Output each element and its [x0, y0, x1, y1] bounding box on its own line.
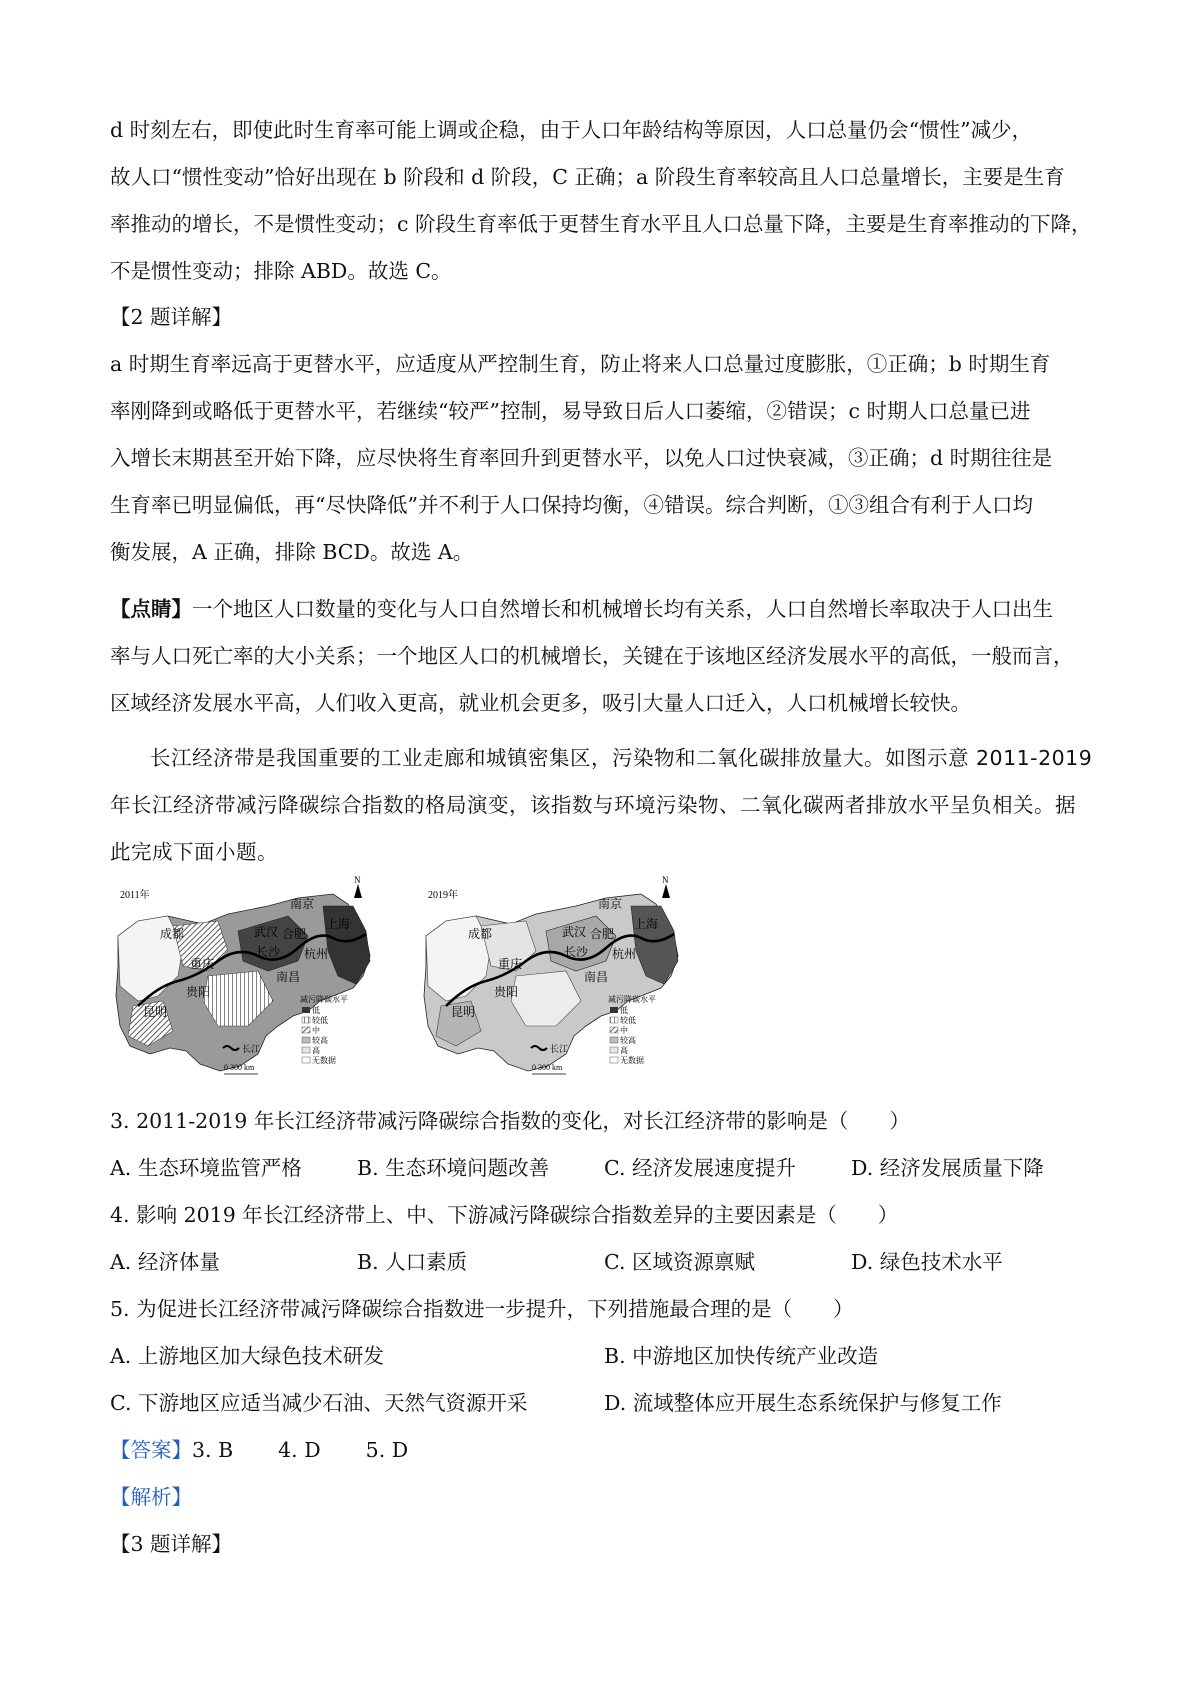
- text-line: a 时期生育率远高于更替水平，应适度从严控制生育，防止将来人口总量过度膨胀，①正确；b 时期生育: [110, 352, 1051, 376]
- question-stem: 3. 2011-2019 年长江经济带减污降碳综合指数的变化，对长江经济带的影响是（ ）: [110, 1109, 910, 1133]
- answer-item: 5. D: [365, 1438, 409, 1462]
- city-label: 上海: [634, 917, 659, 931]
- city-label: 长沙: [256, 945, 281, 959]
- legend-swatch: [302, 1017, 310, 1023]
- city-label: 重庆: [190, 957, 215, 971]
- option: B. 中游地区加快传统产业改造: [604, 1344, 879, 1368]
- city-label: 贵阳: [494, 985, 519, 999]
- svg-text:长江: 长江: [242, 1044, 261, 1054]
- text-line: 一个地区人口数量的变化与人口自然增长和机械增长均有关系，人口自然增长率取决于人口出生: [192, 597, 1053, 621]
- text-line: 入增长末期甚至开始下降，应尽快将生育率回升到更替水平，以免人口过快衰减，③正确；d 时期往往是: [110, 446, 1053, 470]
- svg-text:0 300 km: 0 300 km: [224, 1063, 255, 1072]
- dianjing-line: [110, 592, 1053, 622]
- option: C. 经济发展速度提升: [604, 1156, 796, 1180]
- city-label: 昆明: [143, 1005, 168, 1019]
- north-arrow: [354, 876, 362, 898]
- city-label: 南昌: [584, 970, 609, 984]
- text-line: 不是惯性变动；排除 ABD。故选 C。: [110, 259, 452, 283]
- text-line: 生育率已明显偏低，再“尽快降低”并不利于人口保持均衡，④错误。综合判断，①③组合有利于人口均: [110, 493, 1033, 517]
- city-label: 昆明: [451, 1005, 476, 1019]
- option: C. 下游地区应适当减少石油、天然气资源开采: [110, 1391, 528, 1415]
- city-label: 杭州: [612, 947, 637, 961]
- option: A. 上游地区加大绿色技术研发: [110, 1344, 384, 1368]
- question-stem: 5. 为促进长江经济带减污降碳综合指数进一步提升，下列措施最合理的是（ ）: [110, 1297, 854, 1321]
- answer-label: 【答案】: [110, 1438, 192, 1462]
- city-label: 南京: [290, 897, 315, 911]
- answer-item: 4. D: [278, 1438, 321, 1462]
- text-line: 故人口“惯性变动”恰好出现在 b 阶段和 d 阶段，C 正确；a 阶段生育率较高且人口总量增长，主要是生育: [110, 165, 1065, 189]
- north-arrow-icon: [662, 884, 670, 898]
- option: B. 人口素质: [357, 1250, 468, 1274]
- svg-text:较高: 较高: [312, 1036, 328, 1045]
- option: D. 经济发展质量下降: [851, 1156, 1044, 1180]
- text-line: 区域经济发展水平高，人们收入更高，就业机会更多，吸引大量人口迁入，人口机械增长较快。: [110, 691, 971, 715]
- text-line: 率与人口死亡率的大小关系；一个地区人口的机械增长，关键在于该地区经济发展水平的高低，一般而言，: [110, 644, 1074, 668]
- city-label: 成都: [468, 927, 493, 941]
- legend-swatch: [302, 1057, 310, 1063]
- svg-text:中: 中: [312, 1026, 320, 1035]
- legend-swatch: [302, 1007, 310, 1013]
- city-label: 上海: [326, 917, 351, 931]
- north-arrow: [662, 876, 670, 898]
- city-label: 武汉: [254, 925, 279, 939]
- q2-header: 【2 题详解】: [110, 305, 233, 329]
- city-label: 合肥: [590, 927, 615, 941]
- city-label: 南京: [598, 897, 623, 911]
- dianjing-label: 【点睛】: [110, 597, 192, 621]
- map-2011: [116, 876, 370, 1074]
- svg-text:中: 中: [620, 1026, 628, 1035]
- svg-text:较高: 较高: [620, 1036, 636, 1045]
- svg-text:N: N: [662, 876, 669, 885]
- svg-text:减污降碳水平: 减污降碳水平: [300, 995, 348, 1004]
- svg-text:低: 低: [620, 1006, 628, 1015]
- city-label: 杭州: [304, 947, 329, 961]
- svg-text:无数据: 无数据: [620, 1056, 644, 1065]
- svg-text:无数据: 无数据: [312, 1056, 336, 1065]
- option: A. 生态环境监管严格: [110, 1156, 302, 1180]
- option: D. 流域整体应开展生态系统保护与修复工作: [604, 1391, 1002, 1415]
- north-arrow-icon: [354, 884, 362, 898]
- text-line: 衡发展，A 正确，排除 BCD。故选 A。: [110, 540, 474, 564]
- svg-text:低: 低: [312, 1006, 320, 1015]
- legend-swatch: [302, 1037, 310, 1043]
- analysis-label: 【解析】: [110, 1485, 192, 1509]
- svg-text:0 300 km: 0 300 km: [532, 1063, 563, 1072]
- question-stem: 4. 影响 2019 年长江经济带上、中、下游减污降碳综合指数差异的主要因素是（ ）: [110, 1203, 899, 1227]
- text-line: 长江经济带是我国重要的工业走廊和城镇密集区，污染物和二氧化碳排放量大。如图示意 2011-2019: [150, 746, 1093, 770]
- scale-bar: [224, 1063, 258, 1074]
- scale-bar: [532, 1063, 566, 1074]
- legend-swatch: [610, 1017, 618, 1023]
- city-label: 贵阳: [186, 985, 211, 999]
- legend-swatch: [610, 1047, 618, 1053]
- city-label: 长沙: [564, 945, 589, 959]
- svg-text:高: 高: [620, 1046, 628, 1055]
- text-line: 此完成下面小题。: [110, 840, 278, 864]
- option: B. 生态环境问题改善: [357, 1156, 550, 1180]
- option: C. 区域资源禀赋: [604, 1250, 755, 1274]
- svg-text:N: N: [354, 876, 361, 885]
- answer-item: 3. B: [192, 1438, 234, 1462]
- map-2019: [424, 876, 678, 1074]
- svg-text:高: 高: [312, 1046, 320, 1055]
- text-line: 率推动的增长，不是惯性变动；c 阶段生育率低于更替生育水平且人口总量下降，主要是生育率推动的下降，: [110, 212, 1092, 236]
- city-label: 成都: [160, 927, 185, 941]
- option: A. 经济体量: [110, 1250, 220, 1274]
- svg-text:较低: 较低: [312, 1016, 328, 1025]
- legend-swatch: [610, 1007, 618, 1013]
- city-label: 武汉: [562, 925, 587, 939]
- legend-swatch: [610, 1027, 618, 1033]
- map-year-label: 2019年: [428, 890, 458, 901]
- city-label: 合肥: [282, 927, 307, 941]
- legend-swatch: [610, 1037, 618, 1043]
- text-line: 年长江经济带减污降碳综合指数的格局演变，该指数与环境污染物、二氧化碳两者排放水平呈负相关。据: [110, 793, 1076, 817]
- legend-swatch: [610, 1057, 618, 1063]
- legend-swatch: [302, 1047, 310, 1053]
- svg-text:长江: 长江: [550, 1044, 569, 1054]
- yangtze-maps-figure: [108, 876, 728, 1081]
- svg-text:较低: 较低: [620, 1016, 636, 1025]
- option: D. 绿色技术水平: [851, 1250, 1003, 1274]
- svg-text:减污降碳水平: 减污降碳水平: [608, 995, 656, 1004]
- text-line: d 时刻左右，即使此时生育率可能上调或企稳，由于人口年龄结构等原因，人口总量仍会“惯性”减少，: [110, 118, 1033, 142]
- city-label: 重庆: [498, 957, 523, 971]
- q3-header: 【3 题详解】: [110, 1532, 233, 1556]
- map-year-label: 2011年: [120, 890, 150, 901]
- text-line: 率刚降到或略低于更替水平，若继续“较严”控制，易导致日后人口萎缩，②错误；c 时期人口总量已进: [110, 399, 1031, 423]
- answer-line: [110, 1433, 408, 1463]
- legend-swatch: [302, 1027, 310, 1033]
- city-label: 南昌: [276, 970, 301, 984]
